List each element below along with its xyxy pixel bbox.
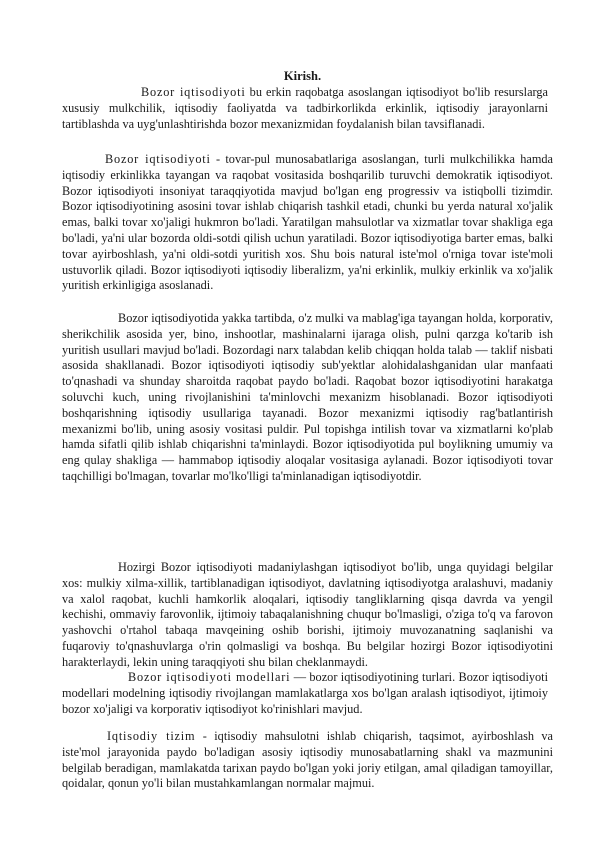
term-bozor-iqtisodiyoti: Bozor iqtisodiyoti <box>141 85 246 99</box>
term-bozor-iqtisodiyoti: Bozor iqtisodiyoti <box>105 152 211 166</box>
paragraph-text: - tovar-pul munosabatlariga asoslangan, turli mulkchilikka hamda iqtisodiy erkinlikka tayangan va raqobat vositasida boshqarilib turuvchi demokratik iqtisodiyot. Bozor iqtisodiyoti insoniyat taraqqiyotida mavjud bo'lgan eng progressiv va istiqbolli tizimdir. Bozor iqtisodiyotining asosini tovar ishlab chiqarish tashkil etadi, chunki bu yerda natural xo'jalik emas, balki tovar xo'jaligi hukmron bo'ladi. Yaratilgan mahsulotlar va xizmatlar tovar shakliga ega bo'ladi, ya'ni ular bozorda oldi-sotdi qilish uchun yaratiladi. Bozor iqtisodiyotiga barter emas, balki tovar ayirboshlash, ya'ni oldi-sotdi yuritish xos. Shu bois natural iste'mol o'rniga tovar iste'moli ustuvorlik qiladi. Bozor iqtisodiyoti iqtisodiy liberalizm, ya'ni erkinlik, mulkiy erkinlik va xo'jalik yuritish erkinligiga asoslanadi. <box>62 152 553 293</box>
term-iqtisodiy-tizim: Iqtisodiy tizim <box>107 729 196 743</box>
paragraph-economic-system <box>62 729 553 792</box>
paragraph-competition: Bozor iqtisodiyotida yakka tartibda, o'z mulki va mablag'iga tayangan holda, korporativ, sherikchilik asosida yer, bino, inshootlar, mashinalarni ijaraga olish, pulni qarzga ko'tarib ish yuritish usullari mavjud bo'ladi. Bozordagi narx talabdan kelib chiqqan holda talab — taklif nisbati asosida shakllanadi. Bozor iqtisodiyoti iqtisodiy sub'yektlar alohidalashganidan ular manfaati to'qnashadi va shunday sharoitda raqobat paydo bo'ladi. Raqobat bozor iqtisodiyotini harakatga soluvchi kuch, uning rivojlanishini ta'minlovchi mexanizm hisoblanadi. Bozor iqtisodiyoti boshqarishning iqtisodiy usullariga tayanadi. Bozor mexanizmi iqtisodiy rag'batlantirish mexanizmi bo'lib, uning asosiy vositasi puldir. Pul topishga intilish tovar va xizmatlarni ko'plab hamda sifatli qilib ishlab chiqarishni ta'minlaydi. Bozor iqtisodiyotida pul boylikning umumiy va eng qulay shakliga — hammabop iqtisodiy aloqalar vositasiga aylanadi. Bozor iqtisodiyoti tovar taqchilligi bo'lmagan, tovarlar mo'lko'lligi ta'minlanadigan iqtisodiyotdir. <box>62 311 553 483</box>
paragraph-market-economy-models <box>62 670 548 717</box>
document-title: Kirish. <box>283 69 322 83</box>
paragraph-text: - iqtisodiy mahsulotni ishlab chiqarish, taqsimot, ayirboshlash va iste'mol jarayonida paydo bo'ladigan asosiy iqtisodiy munosabatlarning shakl va mazmunini belgilab beradigan, mamlakatda tarixan paydo bo'lgan yoki joriy etilgan, amal qiladigan tamoyillar, qoidalar, qonun yo'li bilan mustahkamlangan normalar majmui. <box>62 729 553 791</box>
paragraph-text: bu erkin raqobatga asoslangan iqtisodiyot bo'lib resurslarga xususiy mulkchilik, iqtisodiy faoliyatda va tadbirkorlikda erkinlik, iqtisodiy jarayonlarni tartiblashda va uyg'unlashtirishda bozor mexanizmidan foydalanish bilan tavsiflanadi. <box>62 85 549 131</box>
paragraph-text: — bozor iqtisodiyotining turlari. Bozor iqtisodiyoti modellari modelning iqtisodiy rivojlangan mamlakatlarga xos bo'lgan aralash iqtisodiyot, ijtimoiy bozor xo'jaligi va korporativ iqtisodiyot ko'rinishlari mavjud. <box>62 670 549 716</box>
paragraph-modern-market-economy: Hozirgi Bozor iqtisodiyoti madaniylashgan iqtisodiyot bo'lib, unga quyidagi belgilar xos: mulkiy xilma-xillik, tartiblanadigan iqtisodiyot, davlatning iqtisodiyotga aralashuvi, madaniy va xalol raqobat, kuchli hamkorlik aloqalari, iqtisodiy tangliklarning qisqa davrda va yengil kechishi, ommaviy farovonlik, ijtimoiy tabaqalanishning chuqur bo'lmasligi, o'ziga to'q va farovon yashovchi o'rtahol tabaqa mavqeining oshib borishi, ijtimoiy muvozanatning saqlanishi va fuqaroviy to'qnashuvlarga o'rin qolmasligi va boshqa. Bu belgilar hozirgi Bozor iqtisodiyotini harakterlaydi, lekin uning taraqqiyoti shu bilan cheklanmaydi. <box>62 560 553 669</box>
term-bozor-iqtisodiyoti-modellari: Bozor iqtisodiyoti modellari <box>128 670 291 684</box>
paragraph-market-economy-features <box>62 152 553 294</box>
paragraph-market-economy-definition <box>62 85 548 132</box>
